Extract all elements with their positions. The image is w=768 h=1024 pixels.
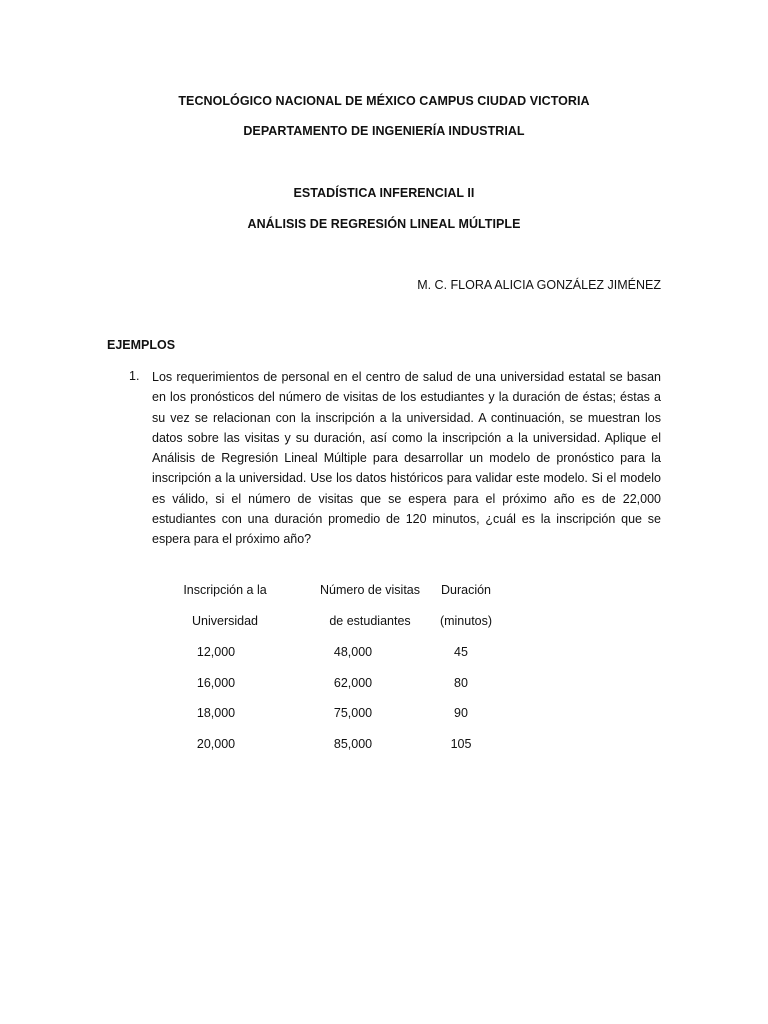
example-number: 1.	[129, 369, 140, 383]
institution-title: TECNOLÓGICO NACIONAL DE MÉXICO CAMPUS CIUDAD VICTORIA	[178, 94, 590, 108]
column-header-line2: Universidad	[191, 614, 258, 628]
table-cell: 16,000	[196, 676, 236, 690]
table-cell: 105	[450, 737, 472, 751]
column-header-line2: (minutos)	[439, 614, 493, 628]
table-cell: 18,000	[196, 706, 236, 720]
table-cell: 80	[454, 676, 468, 690]
author-name: M. C. FLORA ALICIA GONZÁLEZ JIMÉNEZ	[417, 278, 661, 292]
column-header-line1: Duración	[440, 583, 492, 597]
topic-title: ANÁLISIS DE REGRESIÓN LINEAL MÚLTIPLE	[247, 217, 521, 231]
table-cell: 85,000	[333, 737, 373, 751]
column-header-line2: de estudiantes	[329, 614, 411, 628]
department-title: DEPARTAMENTO DE INGENIERÍA INDUSTRIAL	[243, 124, 525, 138]
table-cell: 48,000	[333, 645, 373, 659]
course-title: ESTADÍSTICA INFERENCIAL II	[293, 186, 475, 200]
table-cell: 12,000	[196, 645, 236, 659]
table-cell: 45	[454, 645, 468, 659]
column-header-line1: Número de visitas	[319, 583, 421, 597]
table-cell: 20,000	[196, 737, 236, 751]
table-cell: 62,000	[333, 676, 373, 690]
column-header-line1: Inscripción a la	[183, 583, 267, 597]
table-cell: 75,000	[333, 706, 373, 720]
section-title: EJEMPLOS	[107, 338, 176, 352]
table-cell: 90	[454, 706, 468, 720]
example-text: Los requerimientos de personal en el centro de salud de una universidad estatal se basan en los pronósticos del número de visitas de los estudiantes y la duración de éstas; éstas a su vez se relacionan con la inscripción a la universidad. A continuación, se muestran los datos sobre las visitas y su duración, así como la inscripción a la universidad. Aplique el Análisis de Regresión Lineal Múltiple para desarrollar un modelo de pronóstico para la inscripción a la universidad. Use los datos históricos para validar este modelo. Si el modelo es válido, si el número de visitas que se espera para el próximo año es de 22,000 estudiantes con una duración promedio de 120 minutos, ¿cuál es la inscripción que se espera para el próximo año?	[152, 370, 661, 547]
